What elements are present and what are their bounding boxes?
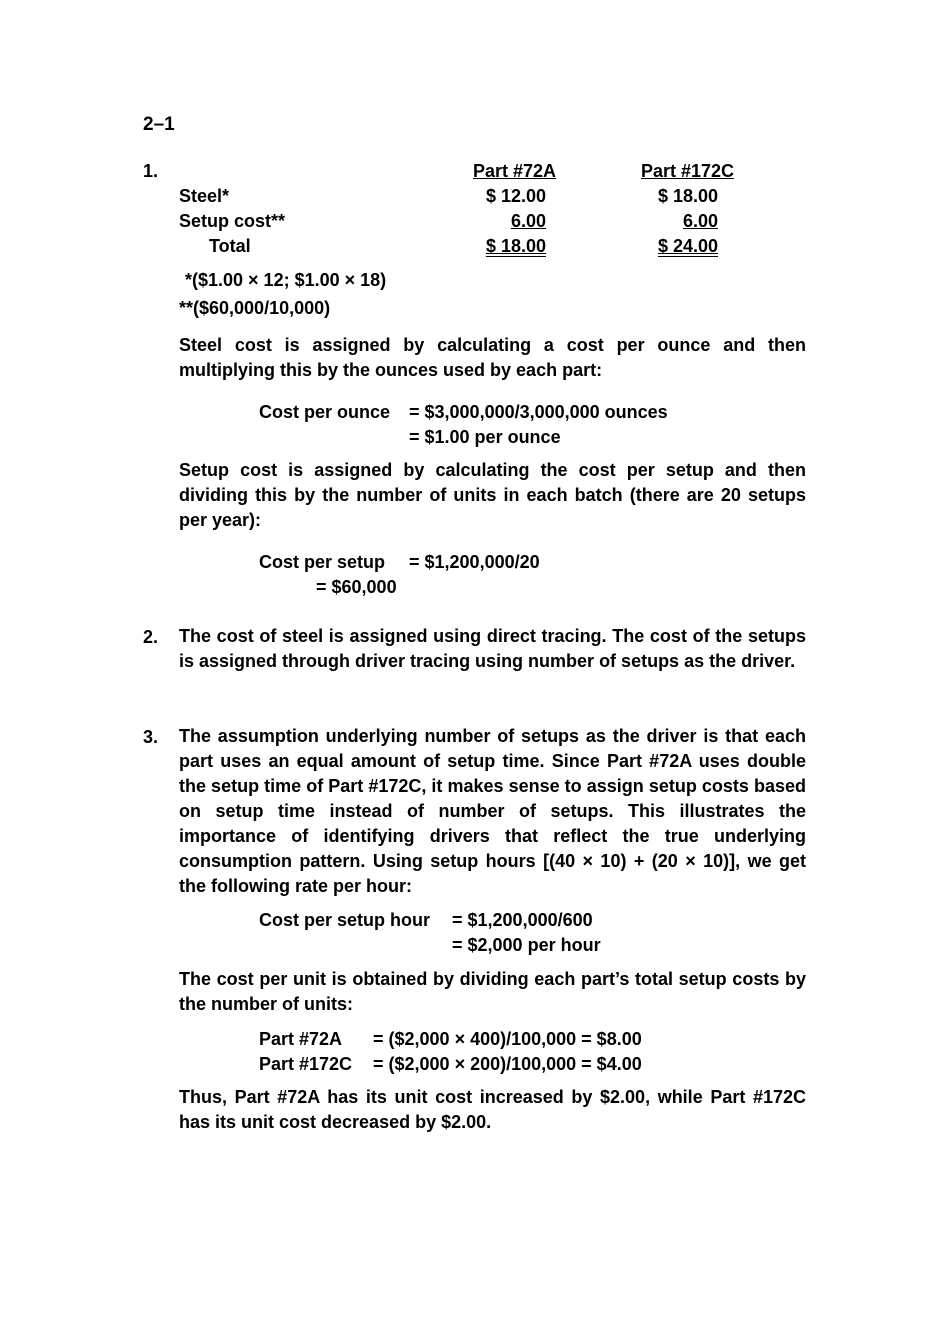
steel-explanation: Steel cost is assigned by calculating a cost per ounce and then multiplying this by the ounces used by each part: xyxy=(179,335,806,380)
cost-per-ounce-result: = $1.00 per ounce xyxy=(409,427,561,447)
col-header-part-72a: Part #72A xyxy=(473,161,557,181)
steel-cost-72a: $ 12.00 xyxy=(485,186,546,206)
total-cost-172c: $ 24.00 xyxy=(657,236,718,256)
question-3-number: 3. xyxy=(143,727,159,747)
cost-per-setup-label: Cost per setup xyxy=(259,552,386,572)
part-172c-calc: = ($2,000 × 200)/100,000 = $4.00 xyxy=(373,1054,642,1074)
cost-per-setup-hour-label: Cost per setup hour xyxy=(259,910,431,930)
cost-per-setup-hour-formula: = $1,200,000/600 xyxy=(452,910,593,930)
setup-cost-172c-value: 6.00 xyxy=(682,211,718,231)
part-72a-calc: = ($2,000 × 400)/100,000 = $8.00 xyxy=(373,1029,642,1049)
setup-cost-72a-value: 6.00 xyxy=(510,211,546,231)
cost-per-ounce-label: Cost per ounce xyxy=(259,402,391,422)
part-172c-label: Part #172C xyxy=(259,1054,353,1074)
cost-per-setup-formula: = $1,200,000/20 xyxy=(409,552,540,572)
question-3-text: The assumption underlying number of setups as the driver is that each part uses an equal amount of setup time. Since Part #72A uses double the setup time of Part #172C, it makes sense to assign setup costs based on setup time instead of number of setups. This illustrates the importance of identifying drivers that reflect the true underlying consumption pattern. Using setup hours [(40 × 10) + (20 × 10)], we get the following rate per hour: xyxy=(179,726,806,896)
setup-cost-172c xyxy=(618,210,718,232)
row-label-total: Total xyxy=(209,236,251,256)
cost-per-setup-hour-result: = $2,000 per hour xyxy=(452,935,601,955)
part-72a-label: Part #72A xyxy=(259,1029,343,1049)
page-heading: 2–1 xyxy=(143,114,175,135)
row-label-steel: Steel* xyxy=(179,186,230,206)
question-2-number: 2. xyxy=(143,627,159,647)
cost-per-ounce-formula: = $3,000,000/3,000,000 ounces xyxy=(409,402,668,422)
cost-per-setup-result: = $60,000 xyxy=(316,577,397,597)
setup-explanation: Setup cost is assigned by calculating the cost per setup and then dividing this by the number of units in each batch (there are 20 setups per year): xyxy=(179,460,806,530)
question-1-number: 1. xyxy=(143,161,159,181)
conclusion-text: Thus, Part #72A has its unit cost increased by $2.00, while Part #172C has its unit cost decreased by $2.00. xyxy=(179,1087,806,1132)
unit-cost-explanation: The cost per unit is obtained by dividing each part’s total setup costs by the number of units: xyxy=(179,969,806,1014)
col-header-part-172c: Part #172C xyxy=(641,161,735,181)
steel-cost-172c: $ 18.00 xyxy=(657,186,718,206)
total-cost-72a: $ 18.00 xyxy=(485,236,546,256)
footnote-steel: *($1.00 × 12; $1.00 × 18) xyxy=(185,270,387,290)
setup-cost-72a xyxy=(446,210,546,232)
footnote-setup: **($60,000/10,000) xyxy=(179,298,331,318)
question-2-text: The cost of steel is assigned using direct tracing. The cost of the setups is assigned through driver tracing using number of setups as the driver. xyxy=(179,626,806,671)
row-label-setup-cost: Setup cost** xyxy=(179,211,286,231)
